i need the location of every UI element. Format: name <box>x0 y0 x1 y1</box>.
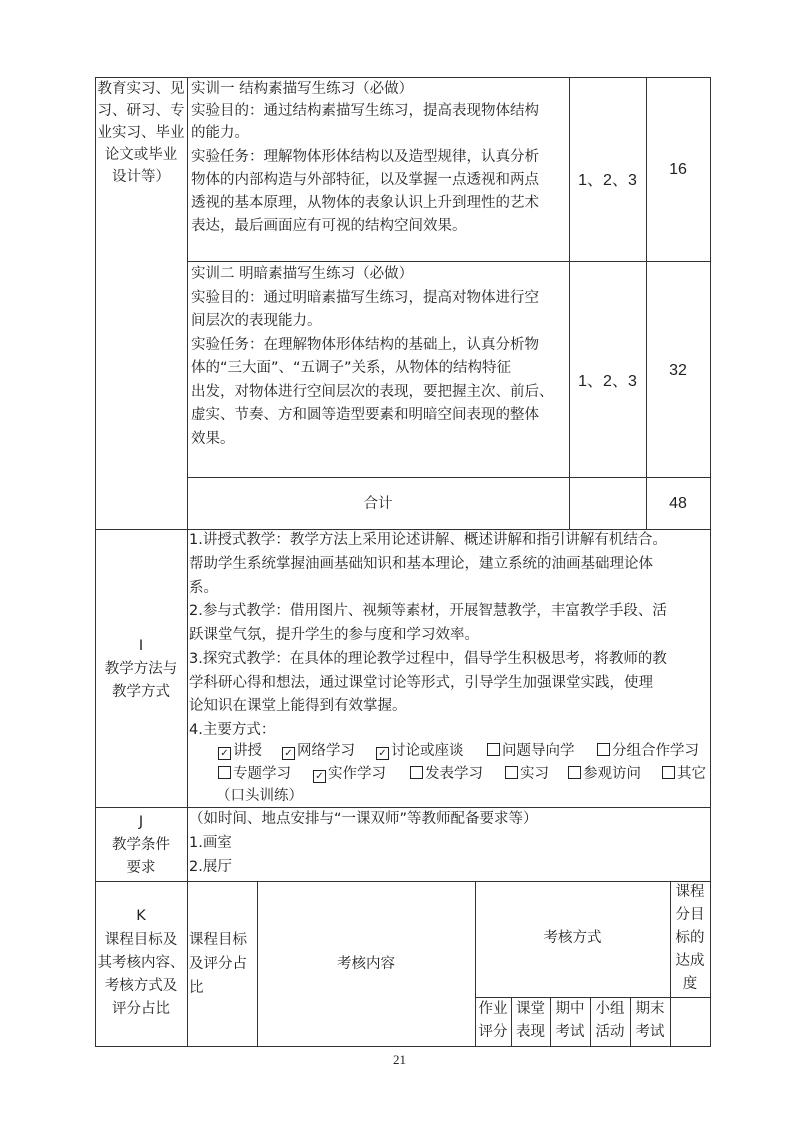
practice-category-line: 业实习、毕业 <box>97 125 185 141</box>
rule-right <box>710 77 711 1047</box>
achieve-col-line: 分目 <box>675 907 705 923</box>
method-option[interactable] <box>282 741 355 761</box>
option-label: 问题导向学 <box>502 743 575 759</box>
item1-targets: 1、2、3 <box>578 172 637 189</box>
practice-category-line: 习、研习、专 <box>97 103 185 119</box>
item2-line: 体的“三大面”、“五调子”关系，从物体的结构特征 <box>191 360 512 376</box>
sub-col-line: 评分 <box>478 1024 508 1040</box>
goal-col-line: 及评分占 <box>189 956 247 972</box>
item2-line: 实验任务：在理解物体形体结构的基础上，认真分析物 <box>191 337 539 353</box>
sub-col-line: 活动 <box>595 1024 625 1040</box>
practice-category-line: 论文或毕业 <box>104 147 178 163</box>
option-label: 分组合作学习 <box>612 743 699 759</box>
method-option[interactable] <box>505 764 549 784</box>
method-line: 2.参与式教学：借用图片、视频等素材，开展智慧教学，丰富教学手段、活 <box>189 603 667 619</box>
method-line: 跃课堂气氛，提升学生的参与度和学习效率。 <box>189 627 479 643</box>
achieve-col-line: 课程 <box>675 884 705 900</box>
goal-col-line: 课程目标 <box>189 932 247 948</box>
item2-line: 出发，对物体进行空间层次的表现，要把握主次、前后、 <box>191 384 554 400</box>
sub-col-line: 考试 <box>635 1024 665 1040</box>
option-label: 其它 <box>677 766 706 782</box>
option-label: 网络学习 <box>297 743 355 759</box>
sub-col-line: 作业 <box>478 1001 508 1017</box>
sub-col-line: 表现 <box>516 1024 545 1040</box>
method-line: 帮助学生系统掌握油画基础知识和基本理论，建立系统的油画基础理论体 <box>189 556 653 572</box>
item2-line: 实验目的：通过明暗素描写生练习，提高对物体进行空 <box>191 290 539 306</box>
item1-line: 实训一 结构素描写生练习（必做） <box>191 81 414 97</box>
method-line: 学科研心得和想法，通过课堂讨论等形式，引导学生加强课堂实践，使理 <box>189 675 653 691</box>
option-label: 讨论或座谈 <box>391 743 464 759</box>
checkbox-checked-icon[interactable]: ✓ <box>218 747 231 760</box>
option-label: 发表学习 <box>425 766 483 782</box>
assessment-title-line: 考核方式及 <box>104 978 178 994</box>
method-option[interactable] <box>662 764 706 784</box>
method-option[interactable] <box>568 764 641 784</box>
method-code: I <box>138 638 144 654</box>
checkbox-empty-icon[interactable] <box>410 766 423 779</box>
method-option[interactable] <box>376 741 464 761</box>
conditions-line: （如时间、地点安排与“一课双师”等教师配备要求等） <box>189 811 538 827</box>
conditions-code: J <box>138 814 144 830</box>
checkbox-checked-icon[interactable]: ✓ <box>376 747 389 760</box>
item2-line: 效果。 <box>191 431 235 447</box>
goal-col-line: 比 <box>189 980 204 996</box>
method-option[interactable] <box>410 764 483 784</box>
method-line: 4.主要方式： <box>189 722 276 738</box>
option-label: 讲授 <box>233 743 262 759</box>
sub-col-line: 课堂 <box>516 1001 545 1017</box>
checkbox-empty-icon[interactable] <box>505 766 518 779</box>
practice-category-line: 设计等） <box>112 169 170 185</box>
conditions-line: 1.画室 <box>189 835 232 851</box>
option-label: 实习 <box>520 766 549 782</box>
method-line: 系。 <box>189 580 218 596</box>
rule-hours-col <box>646 77 647 530</box>
checkbox-empty-icon[interactable] <box>597 743 610 756</box>
checkbox-checked-icon[interactable]: ✓ <box>282 747 295 760</box>
item1-line: 的能力。 <box>191 125 249 141</box>
method-line: 1.讲授式教学：教学方法上采用论述讲解、概述讲解和指引讲解有机结合。 <box>189 532 667 548</box>
sub-col-line: 考试 <box>555 1024 585 1040</box>
rule-label-col <box>187 77 188 1047</box>
item1-line: 物体的内部构造与外部特征，以及掌握一点透视和两点 <box>191 172 539 188</box>
assessment-title-line: 其考核内容、 <box>97 955 185 971</box>
sub-col-line: 期末 <box>635 1001 665 1017</box>
item2-hours: 32 <box>669 362 687 379</box>
item1-line: 表达，最后画面应有可视的结构空间效果。 <box>191 218 467 234</box>
method-option[interactable] <box>597 741 699 761</box>
rule-item1-bottom <box>187 261 711 262</box>
content-col-header: 考核内容 <box>337 956 395 972</box>
sub-col-line: 期中 <box>555 1001 585 1017</box>
method-option[interactable] <box>313 764 386 784</box>
conditions-line: 2.展厅 <box>189 859 232 875</box>
checkbox-checked-icon[interactable]: ✓ <box>313 770 326 783</box>
rule-target-col <box>569 77 570 530</box>
sub-col-line: 小组 <box>595 1001 625 1017</box>
achieve-col-line: 度 <box>682 976 698 992</box>
rule-item2-bottom <box>187 477 711 478</box>
method-title-line: 教学方式 <box>112 684 170 700</box>
option-label: 实作学习 <box>328 766 386 782</box>
item1-line: 实验任务：理解物体形体结构以及造型规律，认真分析 <box>191 149 539 165</box>
achieve-col-line: 标的 <box>675 930 705 946</box>
option-label: 专题学习 <box>233 766 291 782</box>
practice-category-line: 教育实习、见 <box>97 81 185 97</box>
total-label: 合计 <box>363 496 393 512</box>
method-col-header: 考核方式 <box>543 930 602 946</box>
item1-line: 透视的基本原理，从物体的表象认识上升到理性的艺术 <box>191 195 539 211</box>
conditions-title-line: 教学条件 <box>112 837 170 853</box>
item1-hours: 16 <box>669 161 687 178</box>
page-number: 21 <box>393 1052 406 1067</box>
method-option[interactable] <box>218 764 291 784</box>
conditions-title-line: 要求 <box>126 860 156 876</box>
checkbox-empty-icon[interactable] <box>218 766 231 779</box>
assessment-code: K <box>136 908 146 924</box>
checkbox-empty-icon[interactable] <box>662 766 675 779</box>
rule-left <box>95 77 96 1047</box>
method-option[interactable] <box>218 741 262 761</box>
method-line: 3.探究式教学：在具体的理论教学过程中，倡导学生积极思考，将教师的教 <box>189 651 667 667</box>
item1-line: 实验目的：通过结构素描写生练习，提高表现物体结构 <box>191 103 539 119</box>
method-option[interactable] <box>487 741 575 761</box>
option-label: 参观访问 <box>583 766 641 782</box>
assessment-title-line: 评分占比 <box>112 1001 170 1017</box>
item2-line: 间层次的表现能力。 <box>191 313 322 329</box>
method-title-line: 教学方法与 <box>104 661 178 677</box>
item2-line: 虚实、节奏、方和圆等造型要素和明暗空间表现的整体 <box>191 407 539 423</box>
method-extra: （口头训练） <box>216 788 303 804</box>
checkbox-empty-icon[interactable] <box>568 766 581 779</box>
total-hours: 48 <box>669 495 687 512</box>
method-line: 论知识在课堂上能得到有效掌握。 <box>189 698 407 714</box>
item2-targets: 1、2、3 <box>578 373 637 390</box>
achieve-col-line: 达成 <box>675 953 705 969</box>
item2-line: 实训二 明暗素描写生练习（必做） <box>191 266 414 282</box>
assessment-title-line: 课程目标及 <box>104 932 178 948</box>
checkbox-empty-icon[interactable] <box>487 743 500 756</box>
